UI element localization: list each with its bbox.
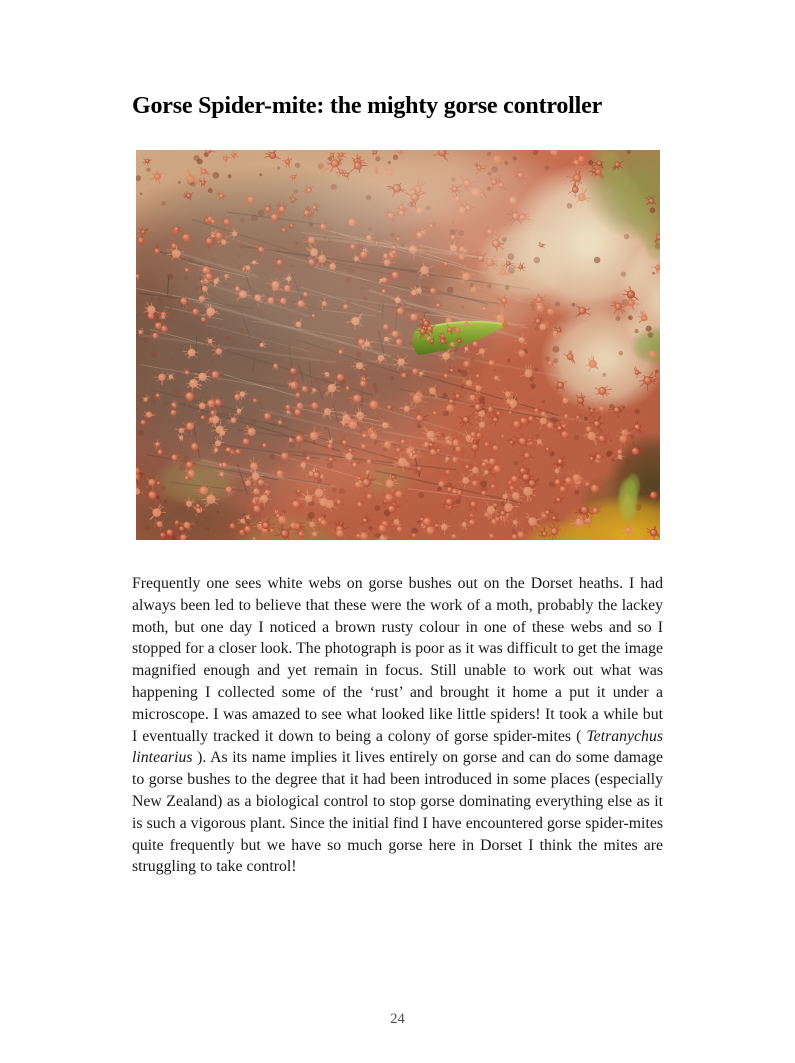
article-paragraph [132, 573, 663, 878]
gorse-mite-photo-figure [136, 150, 660, 540]
page-title: Gorse Spider-mite: the mighty gorse controller [132, 93, 603, 119]
species-name-italic: Tetranychus lintearius [132, 727, 663, 767]
page-number: 24 [390, 1011, 405, 1027]
paragraph-text-before: Frequently one sees white webs on gorse bushes out on the Dorset heaths. I had always been led to believe that these were the work of a moth, probably the lackey moth, but one day I noticed a brown rusty colour in one of these webs and so I stopped for a closer look. The photograph is poor as it was difficult to get the image magnified enough and yet remain in focus. Still unable to work out what was happening I collected some of the ‘rust’ and brought it home a put it under a microscope. I was amazed to see what looked like little spiders! It took a while but I eventually tracked it down to being a colony of gorse spider-mites ( [132, 575, 663, 745]
paragraph-text-after: ). As its name implies it lives entirely on gorse and can do some damage to gorse bushes to the degree that it had been introduced in some places (especially New Zealand) as a biological control to stop gorse dominating everything else as it is such a vigorous plant. Since the initial find I have encountered gorse spider-mites quite frequently but we have so much gorse here in Dorset I think the mites are struggling to take control! [132, 749, 663, 876]
gorse-mite-colony-photo [136, 150, 660, 540]
